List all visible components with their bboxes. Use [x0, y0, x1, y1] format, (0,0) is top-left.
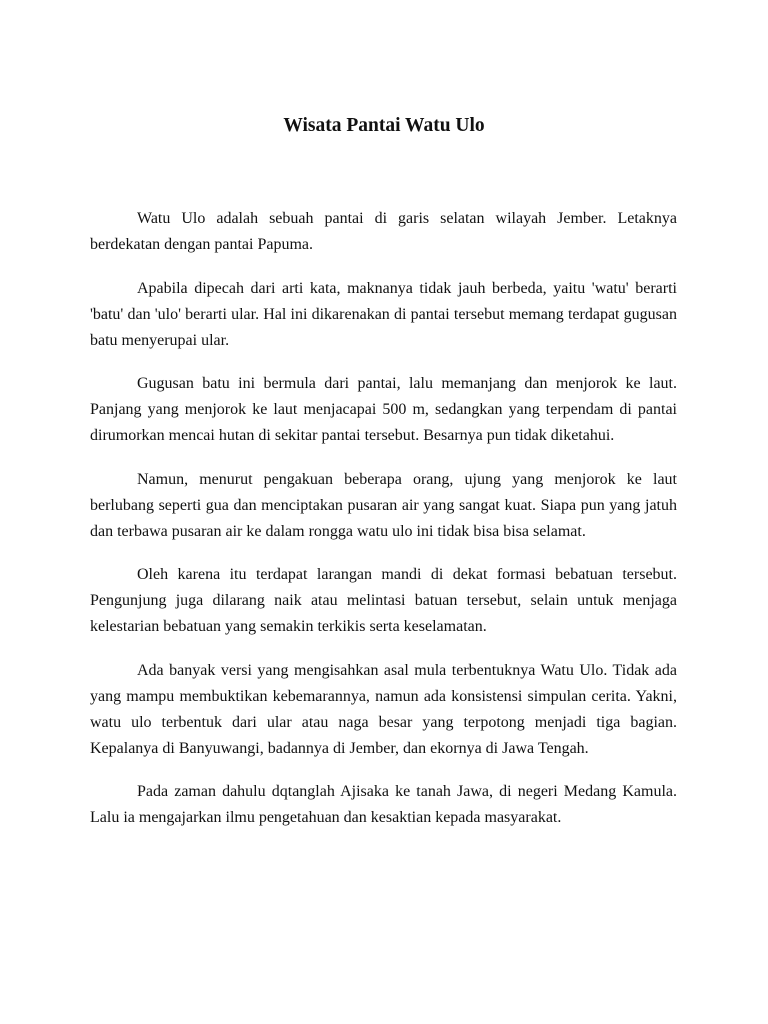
paragraph-7: Pada zaman dahulu dqtanglah Ajisaka ke tanah Jawa, di negeri Medang Kamula. Lalu ia mengajarkan ilmu pengetahuan dan kesaktian kepada masyarakat.: [90, 783, 677, 826]
document-title: Wisata Pantai Watu Ulo: [283, 115, 485, 136]
paragraph-1: Watu Ulo adalah sebuah pantai di garis selatan wilayah Jember. Letaknya berdekatan dengan pantai Papuma.: [90, 210, 677, 253]
paragraph-4: Namun, menurut pengakuan beberapa orang, ujung yang menjorok ke laut berlubang seperti gua dan menciptakan pusaran air yang sangat kuat. Siapa pun yang jatuh dan terbawa pusaran air ke dalam rongga watu ulo ini tidak bisa bisa selamat.: [90, 470, 677, 540]
paragraph-6: Ada banyak versi yang mengisahkan asal mula terbentuknya Watu Ulo. Tidak ada yang mampu membuktikan kebemarannya, namun ada konsistensi simpulan cerita. Yakni, watu ulo terbentuk dari ular atau naga besar yang terpotong menjadi tiga bagian. Kepalanya di Banyuwangi, badannya di Jember, dan ekornya di Jawa Tengah.: [90, 661, 677, 757]
paragraph-2: Apabila dipecah dari arti kata, maknanya tidak jauh berbeda, yaitu 'watu' berarti 'batu' dan 'ulo' berarti ular. Hal ini dikarenakan di pantai tersebut memang terdapat gugusan batu menyerupai ular.: [90, 279, 677, 349]
document-body: [90, 206, 677, 849]
paragraph-5: Oleh karena itu terdapat larangan mandi di dekat formasi bebatuan tersebut. Pengunjung juga dilarang naik atau melintasi batuan tersebut, selain untuk menjaga kelestarian bebatuan yang semakin terkikis serta keselamatan.: [90, 566, 677, 635]
paragraph-3: Gugusan batu ini bermula dari pantai, lalu memanjang dan menjorok ke laut. Panjang yang menjorok ke laut menjacapai 500 m, sedangkan yang terpendam di pantai dirumorkan mencai hutan di sekitar pantai tersebut. Besarnya pun tidak diketahui.: [90, 375, 677, 444]
